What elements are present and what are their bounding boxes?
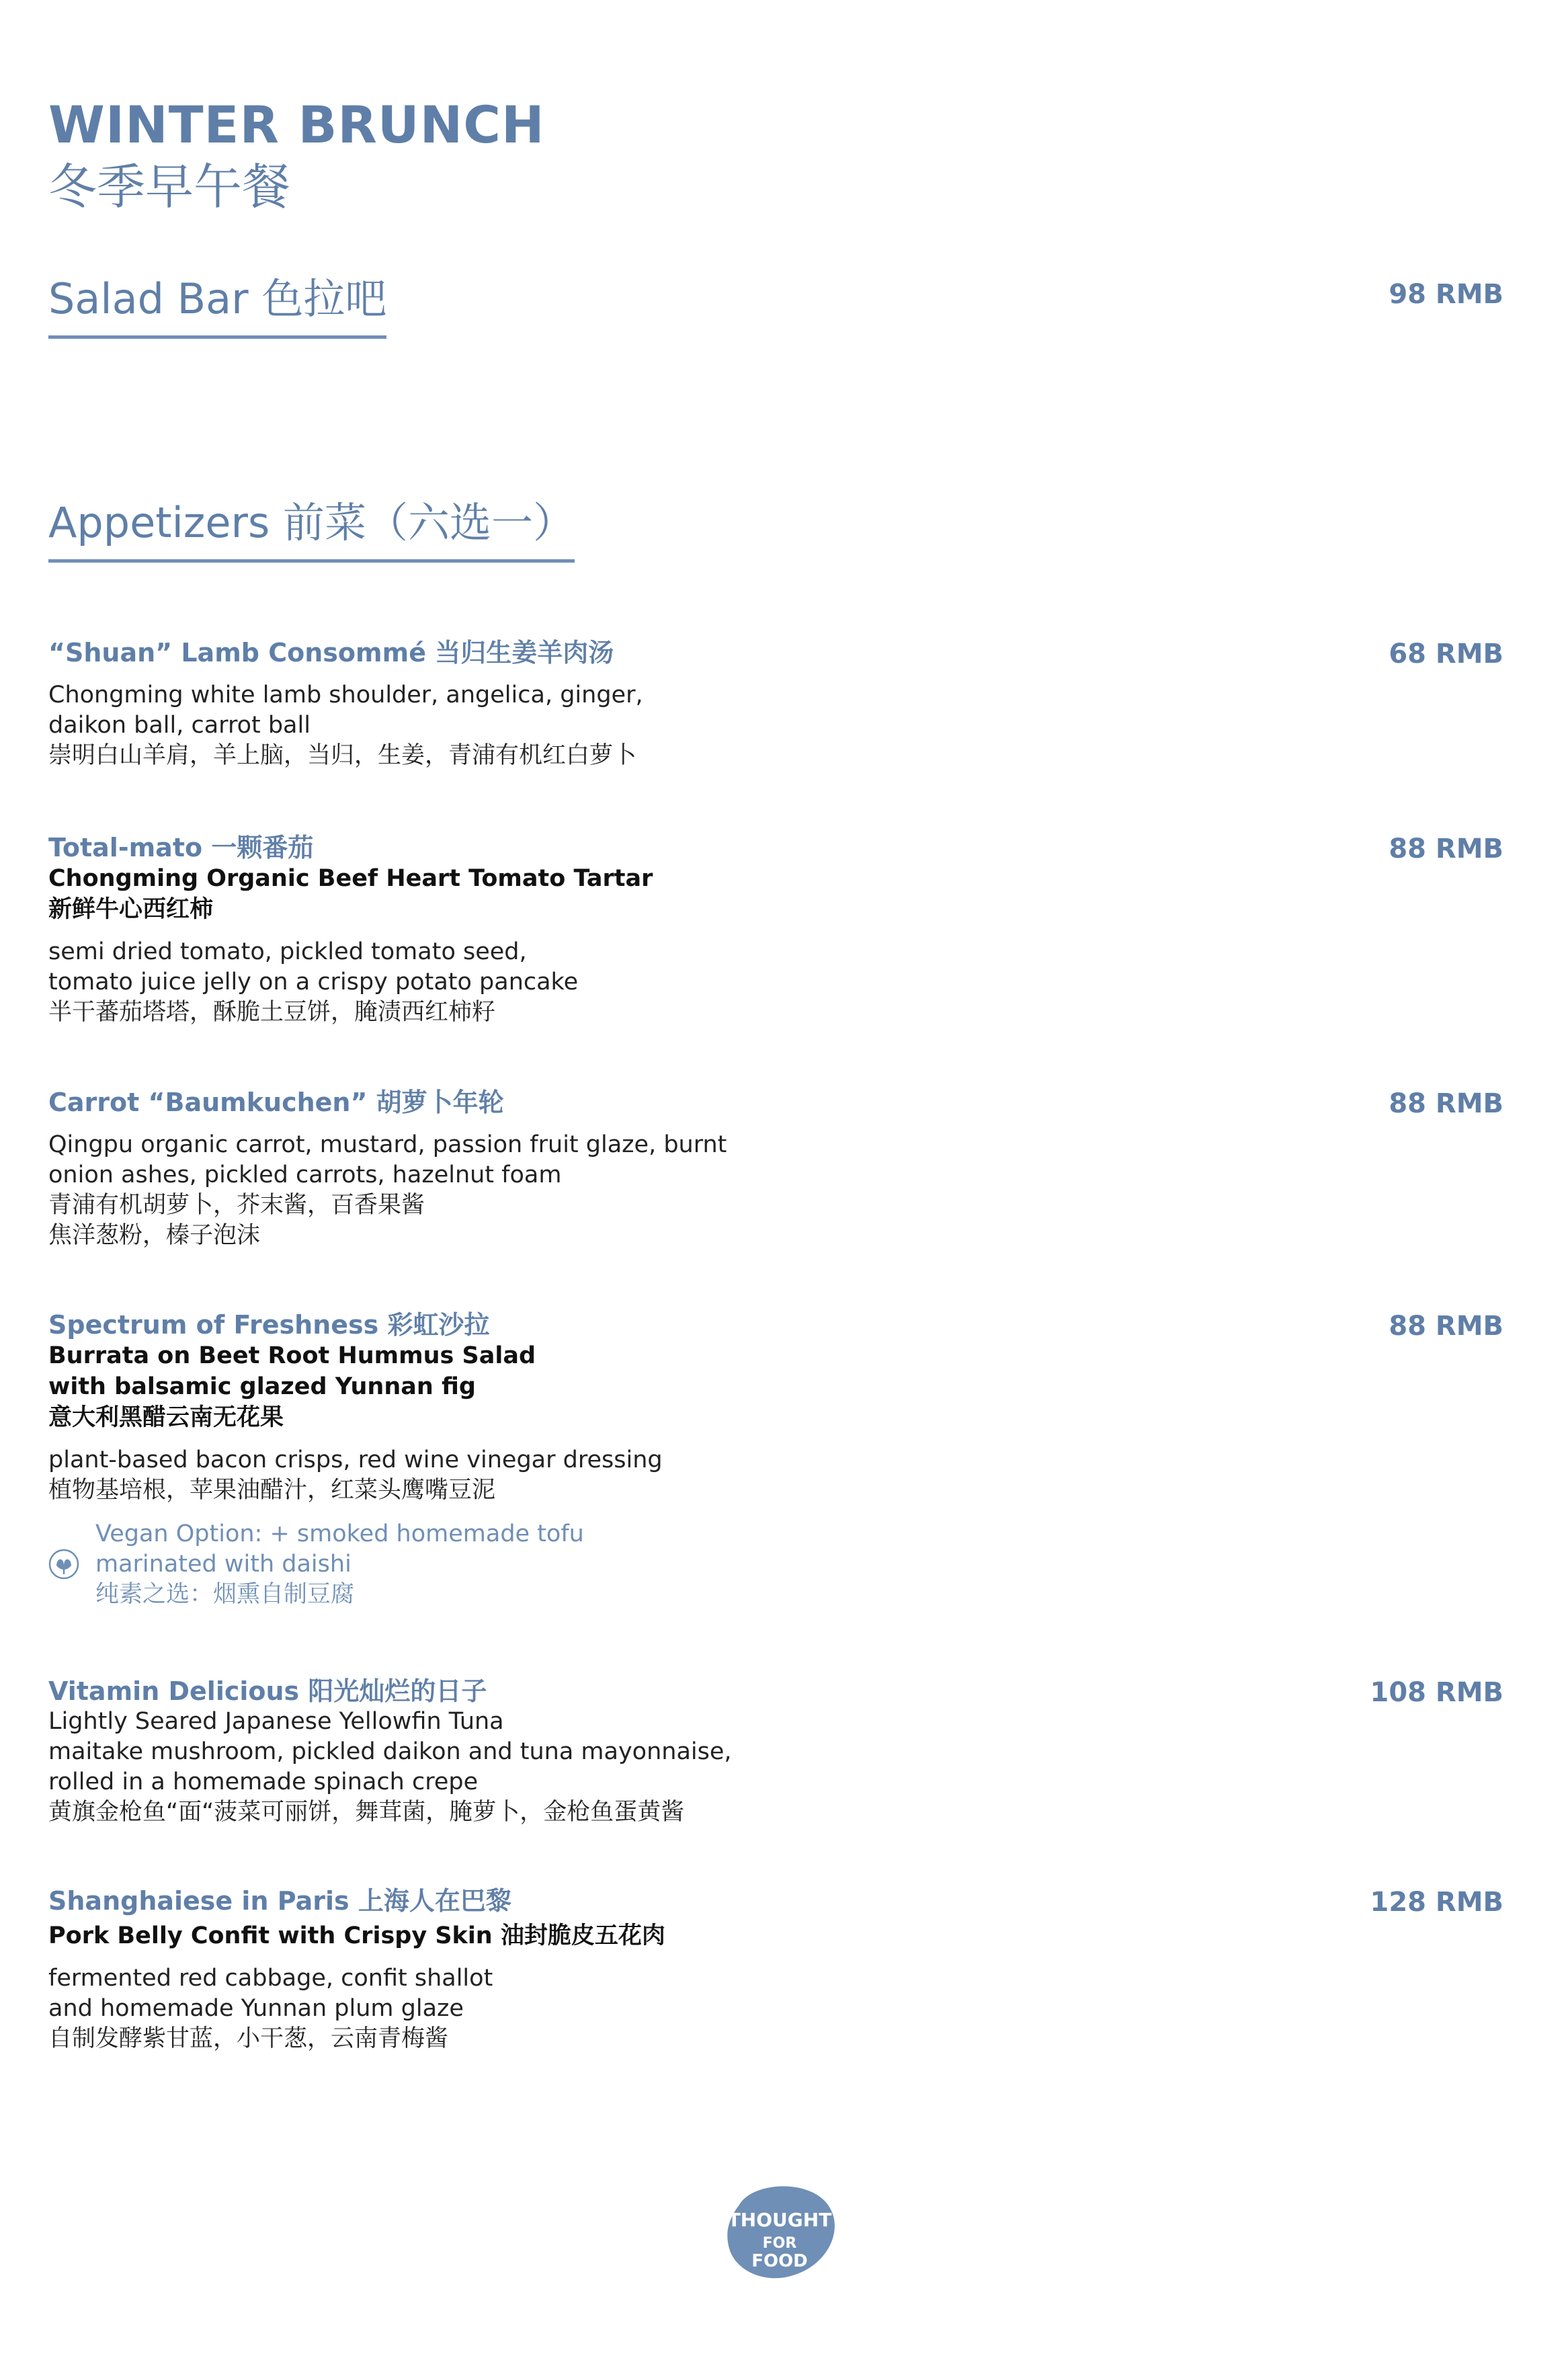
item-price: 88 RMB — [1389, 834, 1503, 864]
menu-title-en: WINTER BRUNCH — [48, 95, 545, 155]
item-title: Vitamin Delicious 阳光灿烂的日子 — [48, 1676, 487, 1706]
item-price: 68 RMB — [1389, 639, 1503, 669]
svg-text:THOUGHT: THOUGHT — [727, 2209, 832, 2231]
vegan-leaf-icon — [48, 1549, 79, 1580]
item-price: 88 RMB — [1389, 1088, 1503, 1119]
menu-item — [48, 832, 1359, 1028]
item-title: Carrot “Baumkuchen” 胡萝卜年轮 — [48, 1088, 504, 1117]
menu-item — [48, 637, 1359, 771]
thought-for-food-logo — [712, 2178, 847, 2285]
item-desc-line: 植物基培根，苹果油醋汁，红菜头鹰嘴豆泥 — [48, 1477, 496, 1504]
item-subtitle: Chongming Organic Beef Heart Tomato Tartar — [48, 865, 653, 892]
salad-bar-title: Salad Bar 色拉吧 — [48, 272, 386, 339]
appetizers-title: Appetizers 前菜（六选一） — [48, 496, 575, 563]
menu-item — [48, 1087, 1359, 1251]
appetizers-heading — [48, 496, 575, 563]
item-desc-line: Chongming white lamb shoulder, angelica, ginger, — [48, 682, 643, 708]
vegan-option — [48, 1519, 1359, 1610]
vegan-option-line: marinated with daishi — [95, 1551, 352, 1578]
item-desc-line: 黄旗金枪鱼“面“菠菜可丽饼，舞茸菌，腌萝卜，金枪鱼蛋黄酱 — [48, 1799, 685, 1826]
item-desc-line: 焦洋葱粉，榛子泡沫 — [48, 1222, 261, 1249]
item-desc-line: plant-based bacon crisps, red wine vinegar dressing — [48, 1447, 663, 1473]
item-desc-line: Qingpu organic carrot, mustard, passion fruit glaze, burnt — [48, 1131, 727, 1158]
item-desc-line: 青浦有机胡萝卜，芥末酱，百香果酱 — [48, 1192, 425, 1219]
item-subtitle: with balsamic glazed Yunnan fig — [48, 1373, 476, 1400]
item-price: 108 RMB — [1370, 1677, 1503, 1708]
vegan-option-line: 纯素之选：烟熏自制豆腐 — [95, 1581, 355, 1608]
item-subtitle: 意大利黑醋云南无花果 — [48, 1404, 284, 1431]
item-desc-line: 半干蕃茄塔塔，酥脆土豆饼，腌渍西红柿籽 — [48, 999, 496, 1026]
item-desc-line: fermented red cabbage, confit shallot — [48, 1965, 493, 1992]
item-desc-line: daikon ball, carrot ball — [48, 712, 311, 739]
item-price: 88 RMB — [1389, 1311, 1503, 1342]
item-title: Total-mato 一颗番茄 — [48, 833, 314, 862]
menu-item — [48, 1309, 1359, 1610]
item-desc-line: and homemade Yunnan plum glaze — [48, 1995, 464, 2022]
item-desc-line: rolled in a homemade spinach crepe — [48, 1768, 479, 1795]
menu-item — [48, 1885, 1359, 2054]
menu-header — [48, 94, 545, 218]
vegan-option-line: Vegan Option: + smoked homemade tofu — [95, 1520, 584, 1547]
item-subtitle: 新鲜牛心西红柿 — [48, 896, 214, 923]
item-desc-line: onion ashes, pickled carrots, hazelnut foam — [48, 1162, 562, 1188]
item-desc-line: 崇明白山羊肩，羊上脑，当归，生姜，青浦有机红白萝卜 — [48, 742, 637, 769]
item-title: Spectrum of Freshness 彩虹沙拉 — [48, 1310, 490, 1340]
item-desc-line: 自制发酵紫甘蓝，小干葱，云南青梅酱 — [48, 2025, 449, 2052]
svg-text:FOOD: FOOD — [751, 2251, 808, 2271]
menu-title-zh: 冬季早午餐 — [48, 159, 291, 215]
item-subtitle: Pork Belly Confit with Crispy Skin 油封脆皮五花肉 — [48, 1922, 665, 1949]
item-desc-line: tomato juice jelly on a crispy potato pancake — [48, 969, 579, 995]
item-title: Shanghaiese in Paris 上海人在巴黎 — [48, 1886, 511, 1916]
menu-item — [48, 1676, 1359, 1828]
salad-bar-price: 98 RMB — [1389, 279, 1503, 310]
svg-text:FOR: FOR — [762, 2235, 797, 2252]
item-desc-line: Lightly Seared Japanese Yellowfin Tuna — [48, 1708, 504, 1735]
item-price: 128 RMB — [1370, 1887, 1503, 1918]
salad-bar-heading — [48, 272, 386, 339]
item-desc-line: semi dried tomato, pickled tomato seed, — [48, 938, 527, 965]
item-subtitle: Burrata on Beet Root Hummus Salad — [48, 1342, 536, 1369]
item-desc-line: maitake mushroom, pickled daikon and tuna mayonnaise, — [48, 1738, 732, 1765]
item-title: “Shuan” Lamb Consommé 当归生姜羊肉汤 — [48, 638, 614, 667]
